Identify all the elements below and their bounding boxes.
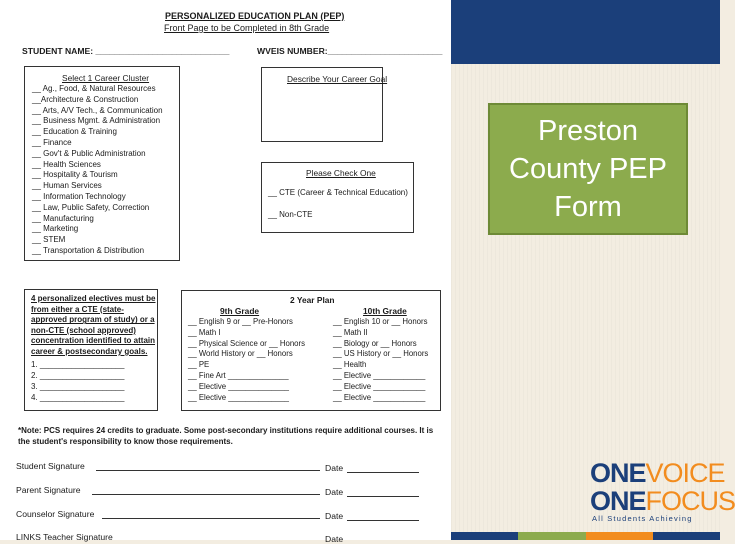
cluster-item: __ Manufacturing bbox=[32, 213, 94, 223]
cluster-item: __ Business Mgmt. & Administration bbox=[32, 116, 161, 126]
grade9-heading: 9th Grade bbox=[220, 306, 260, 316]
student-signature-label: Student Signature bbox=[16, 461, 85, 471]
cluster-item: __ Human Services bbox=[32, 181, 102, 191]
student-date-label: Date bbox=[325, 463, 344, 473]
credits-note-line1: *Note: PCS requires 24 credits to graduate. Some post-secondary institutions require additional courses. It is bbox=[18, 426, 434, 435]
parent-signature-line bbox=[92, 494, 320, 495]
electives-note-line: 4 personalized electives must be bbox=[31, 294, 156, 303]
check-option-cte: __ CTE (Career & Technical Education) bbox=[268, 188, 408, 197]
grade10-item: __ Elective ____________ bbox=[333, 381, 426, 391]
elective-number: 4. ___________________ bbox=[31, 393, 125, 402]
cluster-item: __ Ag., Food, & Natural Resources bbox=[32, 84, 156, 93]
grade9-item: __ World History or __ Honors bbox=[188, 349, 293, 359]
grade9-item: __ Elective ______________ bbox=[188, 381, 290, 391]
grade9-item: __ PE bbox=[188, 360, 210, 370]
career-cluster-heading: Select 1 Career Cluster bbox=[62, 73, 150, 83]
cluster-item: __ Arts, A/V Tech., & Communication bbox=[32, 105, 163, 115]
elective-number: 1. ___________________ bbox=[31, 360, 125, 369]
electives-note-line: approved program of study) or a bbox=[31, 315, 155, 325]
cluster-item: __ Information Technology bbox=[32, 191, 126, 201]
grade9-item: __ Elective ______________ bbox=[188, 392, 290, 402]
slide-title: Preston County PEP Form bbox=[509, 115, 667, 223]
logo-one-2: ONE bbox=[590, 486, 646, 516]
grade9-item: __ Math I bbox=[188, 327, 221, 337]
electives-note-line: from either a CTE (state- bbox=[31, 304, 124, 314]
links-teacher-signature-label: LINKS Teacher Signature bbox=[16, 532, 113, 542]
counselor-signature-label: Counselor Signature bbox=[16, 509, 95, 519]
electives-note-line: non-CTE (school approved) bbox=[31, 325, 136, 335]
bar-segment-navy bbox=[451, 532, 518, 540]
grade10-item: __ English 10 or __ Honors bbox=[333, 317, 428, 326]
logo-voice: VOICE bbox=[645, 458, 725, 488]
grade9-item: __ English 9 or __ Pre-Honors bbox=[188, 317, 293, 326]
grade9-item: __ Physical Science or __ Honors bbox=[188, 338, 306, 348]
grade10-item: __ Elective ____________ bbox=[333, 392, 426, 402]
cluster-item: __ Finance bbox=[32, 137, 72, 147]
logo-one-1: ONE bbox=[590, 458, 646, 488]
grade9-list bbox=[188, 317, 305, 403]
parent-date-line bbox=[347, 496, 419, 497]
grade10-list bbox=[333, 317, 428, 403]
check-one-heading: Please Check One bbox=[306, 168, 376, 178]
top-color-band bbox=[451, 0, 720, 64]
grade10-heading: 10th Grade bbox=[363, 306, 407, 316]
career-goal-heading: Describe Your Career Goal bbox=[287, 74, 388, 84]
elective-number: 3. ___________________ bbox=[31, 382, 125, 391]
electives-note-line: concentration identified to attain bbox=[31, 336, 156, 346]
counselor-date-line bbox=[347, 520, 419, 521]
two-year-plan-heading: 2 Year Plan bbox=[290, 295, 335, 305]
student-signature-line bbox=[96, 470, 320, 471]
counselor-date-label: Date bbox=[325, 511, 344, 521]
credits-note-line2: the student's responsibility to know those requirements. bbox=[18, 437, 233, 446]
bar-segment-green bbox=[518, 532, 585, 540]
logo-focus: FOCUS bbox=[645, 486, 735, 516]
one-voice-one-focus-logo bbox=[590, 458, 735, 528]
electives-numbers bbox=[31, 359, 124, 403]
slide-title-box bbox=[488, 103, 688, 235]
counselor-signature-line bbox=[102, 518, 320, 519]
cluster-item: __ Transportation & Distribution bbox=[32, 245, 145, 255]
doc-subtitle: Front Page to be Completed in 8th Grade bbox=[164, 23, 330, 33]
cluster-item: __ Health Sciences bbox=[32, 159, 101, 169]
electives-note-line: career & postsecondary goals. bbox=[31, 346, 148, 356]
cluster-item: __Architecture & Construction bbox=[32, 94, 139, 104]
links-teacher-date-label: Date bbox=[325, 534, 344, 544]
logo-tagline: All Students Achieving bbox=[592, 514, 693, 523]
parent-signature-label: Parent Signature bbox=[16, 485, 81, 495]
grade10-item: __ Math II bbox=[333, 327, 368, 337]
bottom-color-bar bbox=[451, 532, 720, 540]
cluster-item: __ STEM bbox=[32, 235, 66, 245]
parent-date-label: Date bbox=[325, 487, 344, 497]
electives-note bbox=[31, 294, 156, 358]
career-cluster-list bbox=[32, 84, 163, 257]
cluster-item: __ Marketing bbox=[32, 224, 79, 234]
elective-number: 2. ___________________ bbox=[31, 371, 125, 380]
student-date-line bbox=[347, 472, 419, 473]
cluster-item: __ Hospitality & Tourism bbox=[32, 170, 118, 180]
grade10-item: __ Biology or __ Honors bbox=[333, 338, 417, 348]
cluster-item: __ Education & Training bbox=[32, 127, 117, 137]
grade9-item: __ Fine Art ______________ bbox=[188, 370, 289, 380]
grade10-item: __ Elective ____________ bbox=[333, 370, 426, 380]
grade10-item: __ Health bbox=[333, 360, 367, 370]
wveis-number-label: WVEIS NUMBER:________________________ bbox=[257, 46, 443, 56]
cluster-item: __ Gov't & Public Administration bbox=[32, 148, 146, 158]
doc-title: PERSONALIZED EDUCATION PLAN (PEP) bbox=[165, 11, 345, 21]
bar-segment-navy-2 bbox=[653, 532, 720, 540]
cluster-item: __ Law, Public Safety, Correction bbox=[32, 202, 150, 212]
grade10-item: __ US History or __ Honors bbox=[333, 349, 429, 359]
bar-segment-orange bbox=[586, 532, 653, 540]
check-option-non-cte: __ Non-CTE bbox=[268, 210, 313, 219]
student-name-label: STUDENT NAME: ____________________________ bbox=[22, 46, 230, 56]
